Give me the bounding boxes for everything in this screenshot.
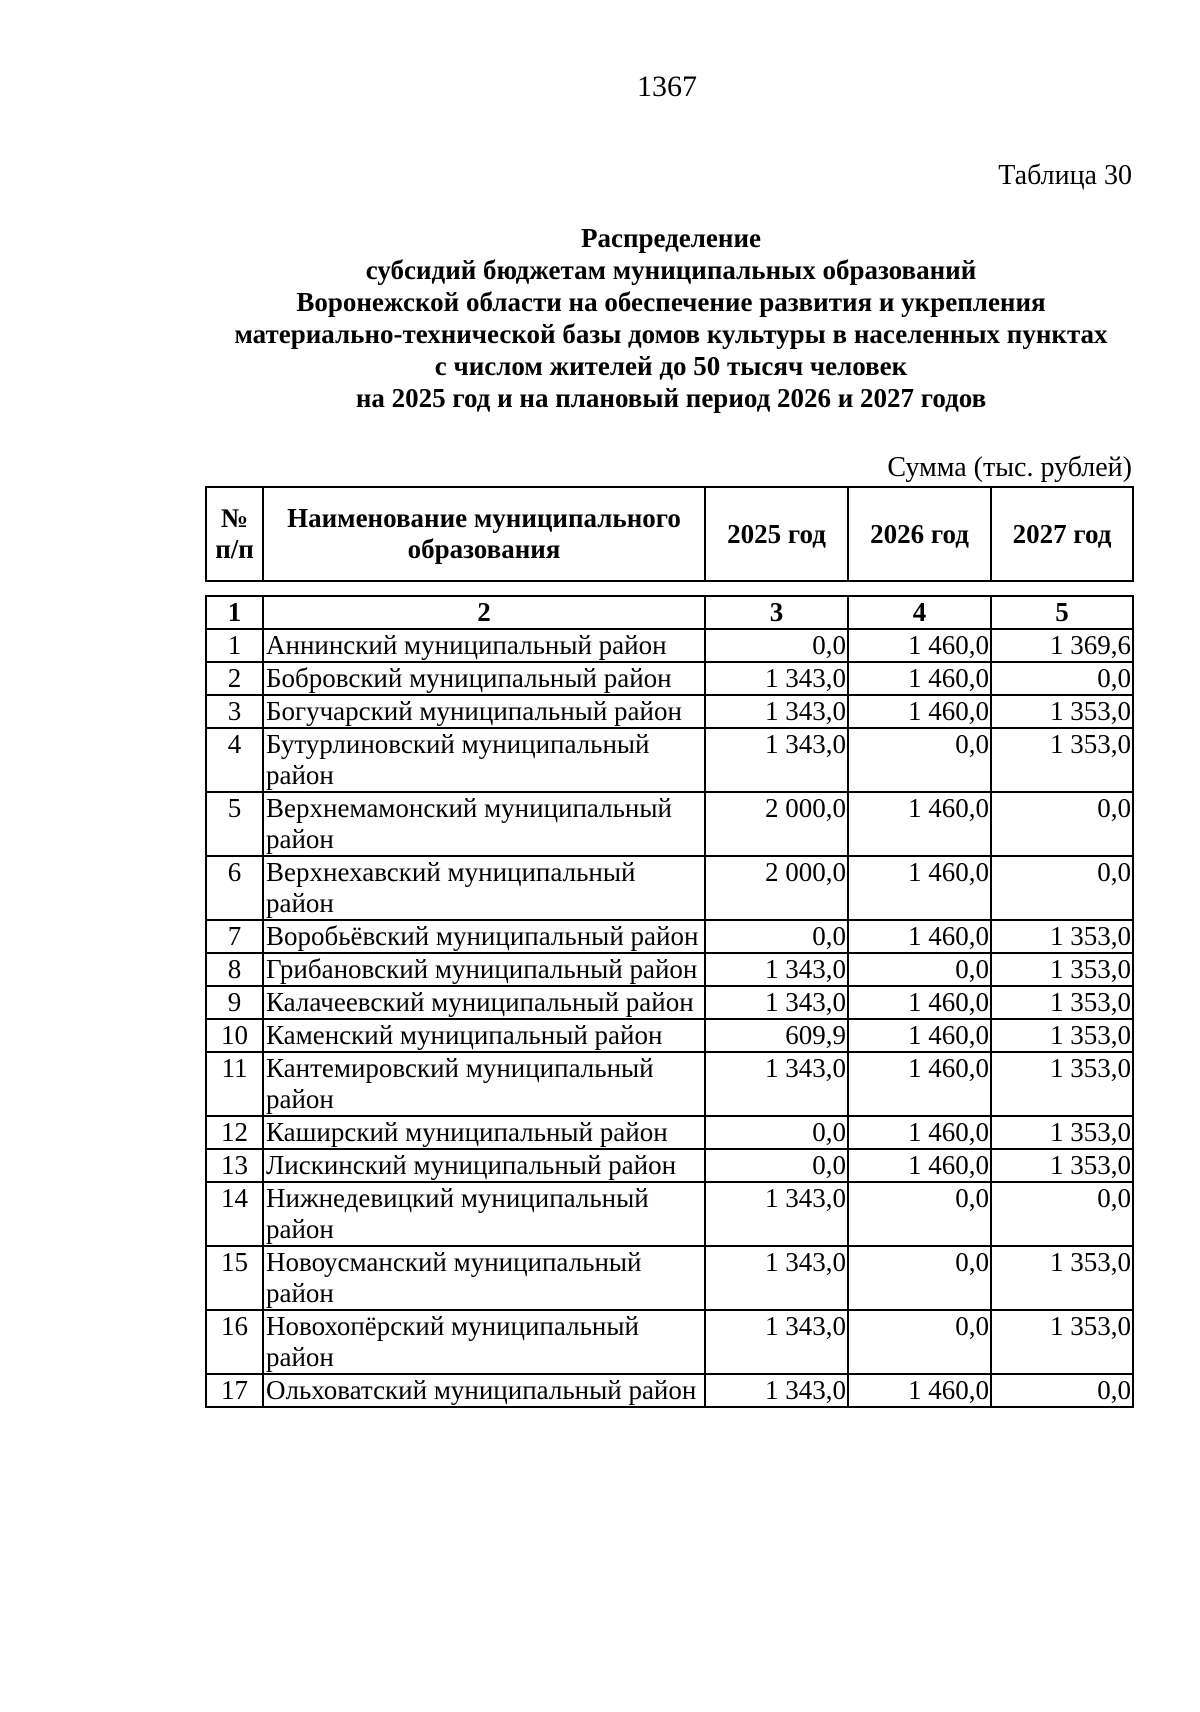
district-name: Богучарский муниципальный район (263, 695, 705, 728)
document-title (130, 222, 1200, 414)
table-row (206, 1116, 1133, 1149)
table-row (206, 1149, 1133, 1182)
value-2025: 1 343,0 (705, 1182, 848, 1246)
row-number: 13 (206, 1149, 263, 1182)
value-2026: 0,0 (848, 1182, 991, 1246)
row-number: 12 (206, 1116, 263, 1149)
district-name: Калачеевский муниципальный район (263, 986, 705, 1019)
value-2025: 0,0 (705, 920, 848, 953)
district-name: Каширский муниципальный район (263, 1116, 705, 1149)
row-number: 2 (206, 662, 263, 695)
value-2027: 1 369,6 (991, 629, 1133, 662)
row-number: 5 (206, 792, 263, 856)
value-2025: 0,0 (705, 1149, 848, 1182)
value-2026: 0,0 (848, 953, 991, 986)
header-2026: 2026 год (848, 487, 991, 581)
table-row (206, 1310, 1133, 1374)
value-2026: 0,0 (848, 1246, 991, 1310)
value-2026: 1 460,0 (848, 695, 991, 728)
row-number: 8 (206, 953, 263, 986)
value-2027: 1 353,0 (991, 953, 1133, 986)
table-row (206, 1052, 1133, 1116)
value-2025: 1 343,0 (705, 1310, 848, 1374)
page-number: 1367 (637, 70, 697, 103)
value-2025: 1 343,0 (705, 1246, 848, 1310)
value-2026: 1 460,0 (848, 856, 991, 920)
table-row (206, 953, 1133, 986)
value-2026: 0,0 (848, 1310, 991, 1374)
row-number: 10 (206, 1019, 263, 1052)
row-number: 1 (206, 629, 263, 662)
table-row (206, 695, 1133, 728)
district-name: Ольховатский муниципальный район (263, 1374, 705, 1407)
table-row (206, 1246, 1133, 1310)
table-row (206, 792, 1133, 856)
value-2025: 1 343,0 (705, 662, 848, 695)
table-label: Таблица 30 (998, 160, 1132, 191)
header-row (206, 487, 1133, 581)
row-number: 11 (206, 1052, 263, 1116)
header-name: Наименование муниципального образования (263, 487, 705, 581)
value-2027: 0,0 (991, 1182, 1133, 1246)
district-name: Аннинский муниципальный район (263, 629, 705, 662)
value-2025: 1 343,0 (705, 695, 848, 728)
table-row (206, 728, 1133, 792)
table-row (206, 1374, 1133, 1407)
value-2027: 0,0 (991, 792, 1133, 856)
data-table (205, 595, 1134, 1408)
value-2025: 2 000,0 (705, 856, 848, 920)
table-row (206, 986, 1133, 1019)
value-2026: 1 460,0 (848, 920, 991, 953)
district-name: Новохопёрский муниципальный район (263, 1310, 705, 1374)
table-row (206, 920, 1133, 953)
value-2026: 1 460,0 (848, 1116, 991, 1149)
row-number: 16 (206, 1310, 263, 1374)
value-2025: 1 343,0 (705, 1052, 848, 1116)
district-name: Нижнедевицкий муниципальный район (263, 1182, 705, 1246)
district-name: Верхнемамонский муниципальный район (263, 792, 705, 856)
value-2027: 1 353,0 (991, 1116, 1133, 1149)
header-num: № п/п (206, 487, 263, 581)
value-2026: 1 460,0 (848, 1019, 991, 1052)
district-name: Бутурлиновский муниципальный район (263, 728, 705, 792)
value-2026: 1 460,0 (848, 629, 991, 662)
district-name: Грибановский муниципальный район (263, 953, 705, 986)
value-2025: 2 000,0 (705, 792, 848, 856)
value-2025: 609,9 (705, 1019, 848, 1052)
column-number: 1 (206, 596, 263, 629)
value-2025: 0,0 (705, 629, 848, 662)
table-row (206, 662, 1133, 695)
value-2026: 1 460,0 (848, 1052, 991, 1116)
title-line: с числом жителей до 50 тысяч человек (434, 351, 908, 381)
units-label: Сумма (тыс. рублей) (887, 452, 1132, 483)
value-2027: 1 353,0 (991, 920, 1133, 953)
title-line: Воронежской области на обеспечение развития и укрепления (296, 287, 1046, 317)
title-line: субсидий бюджетам муниципальных образований (365, 255, 977, 285)
table-row (206, 1019, 1133, 1052)
title-line: материально-технической базы домов культуры в населенных пунктах (234, 319, 1108, 349)
title-line: Распределение (580, 223, 762, 253)
value-2026: 1 460,0 (848, 662, 991, 695)
table-row (206, 856, 1133, 920)
district-name: Кантемировский муниципальный район (263, 1052, 705, 1116)
column-number: 3 (705, 596, 848, 629)
title-line: на 2025 год и на плановый период 2026 и 2027 годов (355, 383, 987, 413)
value-2027: 1 353,0 (991, 695, 1133, 728)
value-2025: 1 343,0 (705, 1374, 848, 1407)
value-2027: 1 353,0 (991, 1052, 1133, 1116)
value-2026: 1 460,0 (848, 986, 991, 1019)
value-2027: 1 353,0 (991, 728, 1133, 792)
column-number-row (206, 596, 1133, 629)
value-2026: 1 460,0 (848, 1374, 991, 1407)
header-2027: 2027 год (991, 487, 1133, 581)
value-2025: 1 343,0 (705, 986, 848, 1019)
district-name: Верхнехавский муниципальный район (263, 856, 705, 920)
value-2025: 1 343,0 (705, 728, 848, 792)
row-number: 6 (206, 856, 263, 920)
row-number: 3 (206, 695, 263, 728)
row-number: 14 (206, 1182, 263, 1246)
district-name: Бобровский муниципальный район (263, 662, 705, 695)
column-number: 4 (848, 596, 991, 629)
table-row (206, 1182, 1133, 1246)
value-2025: 0,0 (705, 1116, 848, 1149)
value-2027: 1 353,0 (991, 986, 1133, 1019)
value-2027: 1 353,0 (991, 1149, 1133, 1182)
row-number: 9 (206, 986, 263, 1019)
value-2026: 0,0 (848, 728, 991, 792)
district-name: Лискинский муниципальный район (263, 1149, 705, 1182)
column-number: 2 (263, 596, 705, 629)
header-2025: 2025 год (705, 487, 848, 581)
value-2025: 1 343,0 (705, 953, 848, 986)
table-row (206, 629, 1133, 662)
value-2026: 1 460,0 (848, 792, 991, 856)
value-2027: 1 353,0 (991, 1310, 1133, 1374)
value-2027: 0,0 (991, 856, 1133, 920)
district-name: Воробьёвский муниципальный район (263, 920, 705, 953)
row-number: 17 (206, 1374, 263, 1407)
value-2027: 0,0 (991, 1374, 1133, 1407)
row-number: 15 (206, 1246, 263, 1310)
row-number: 4 (206, 728, 263, 792)
district-name: Каменский муниципальный район (263, 1019, 705, 1052)
value-2027: 1 353,0 (991, 1246, 1133, 1310)
district-name: Новоусманский муниципальный район (263, 1246, 705, 1310)
column-number: 5 (991, 596, 1133, 629)
value-2027: 1 353,0 (991, 1019, 1133, 1052)
row-number: 7 (206, 920, 263, 953)
value-2027: 0,0 (991, 662, 1133, 695)
table-header (205, 486, 1134, 582)
value-2026: 1 460,0 (848, 1149, 991, 1182)
